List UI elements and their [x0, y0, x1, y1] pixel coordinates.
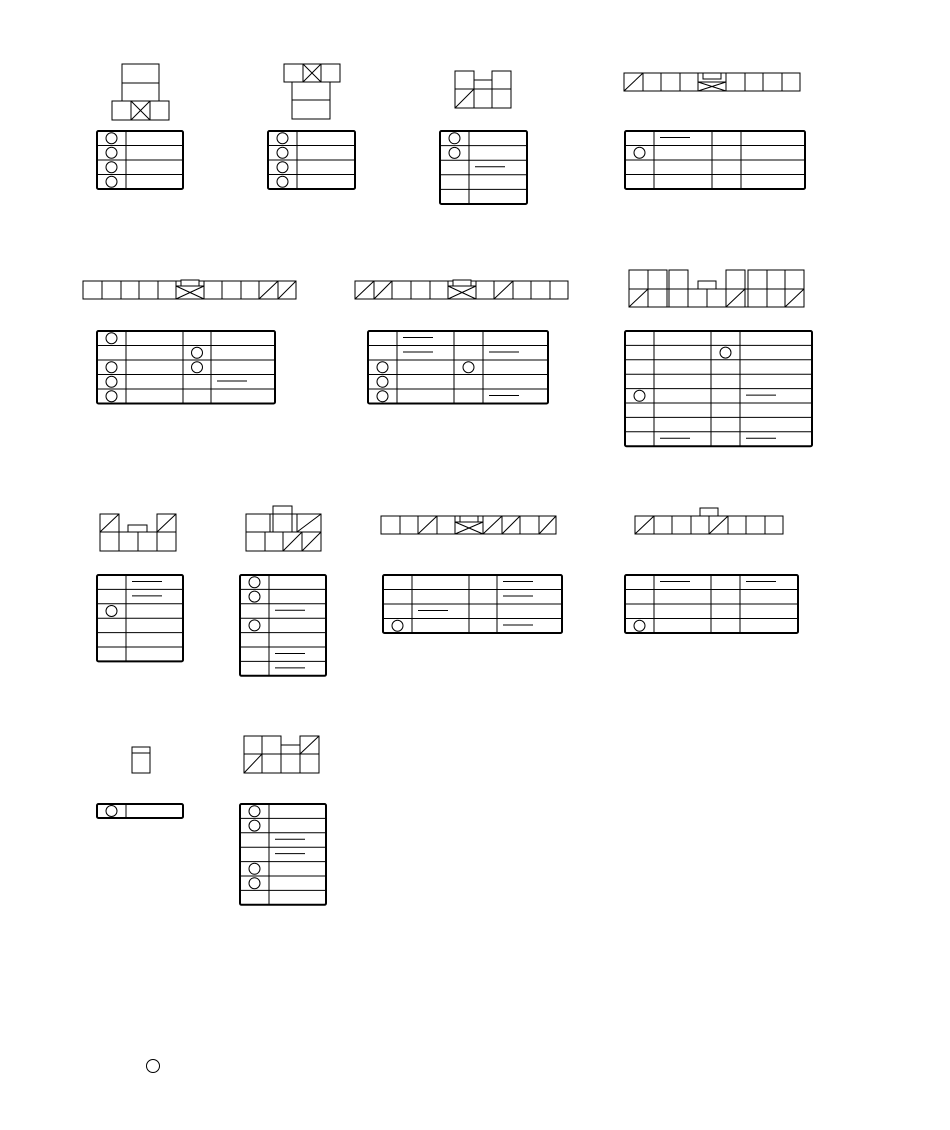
connector-8 [97, 514, 183, 661]
pin-circle-icon [192, 362, 203, 373]
connector-2 [268, 64, 355, 189]
pin-circle-icon [249, 620, 260, 631]
small-u-connector-with-slash-icon [244, 736, 319, 773]
legend-border [240, 575, 326, 676]
pin-circle-icon [463, 362, 474, 373]
pin-circle-icon [277, 176, 288, 187]
circle-legend-icon [147, 1060, 160, 1073]
pin-circle-icon [449, 147, 460, 158]
connector-10 [381, 516, 562, 633]
connector-6 [355, 280, 568, 404]
connector-12 [97, 747, 183, 818]
pin-circle-icon [106, 176, 117, 187]
pin-legend-table [97, 575, 183, 661]
pin-circle-icon [106, 376, 117, 387]
legend-border [440, 131, 527, 204]
pin-legend-table [240, 804, 326, 905]
pin-circle-icon [377, 362, 388, 373]
connector-1 [97, 64, 183, 189]
pin-circle-icon [249, 806, 260, 817]
connector-3 [440, 71, 527, 204]
connector-9 [240, 506, 326, 676]
pin-circle-icon [249, 591, 260, 602]
pin-circle-icon [106, 333, 117, 344]
pin-legend-table [440, 131, 527, 204]
pin-circle-icon [720, 347, 731, 358]
wide-connector-8-pin-icon [381, 516, 556, 534]
pin-circle-icon [106, 806, 117, 817]
wide-connector-10-pin-icon [355, 280, 568, 299]
connector-13 [240, 736, 326, 905]
pin-legend-table [625, 131, 805, 189]
pin-circle-icon [634, 147, 645, 158]
inverted-stacked-connector-with-x-icon [284, 64, 340, 119]
connector-7 [625, 270, 812, 446]
u-shaped-connector-icon [455, 71, 511, 108]
pin-circle-icon [106, 133, 117, 144]
pin-circle-icon [377, 376, 388, 387]
stacked-connector-with-x-icon [112, 64, 169, 120]
pin-circle-icon [106, 606, 117, 617]
pin-circle-icon [249, 863, 260, 874]
legend-border [240, 804, 326, 905]
pin-circle-icon [106, 147, 117, 158]
small-u-connector-with-tab-icon [246, 506, 321, 551]
legend-border [368, 331, 548, 404]
pin-legend-table [625, 575, 798, 633]
pin-circle-icon [634, 390, 645, 401]
pin-circle-icon [106, 162, 117, 173]
pin-circle-icon [277, 133, 288, 144]
pin-circle-icon [449, 133, 460, 144]
pin-circle-icon [377, 391, 388, 402]
pin-circle-icon [249, 577, 260, 588]
small-u-connector-icon [100, 514, 176, 551]
pin-legend-table [625, 331, 812, 446]
connector-5 [83, 280, 296, 404]
pin-circle-icon [192, 347, 203, 358]
wide-connector-8-pin-with-tab-icon [635, 508, 783, 534]
connector-11 [625, 508, 798, 633]
pin-legend-table [383, 575, 562, 633]
pin-legend-table [97, 131, 183, 189]
pin-legend-table [268, 131, 355, 189]
pin-circle-icon [106, 362, 117, 373]
pin-legend-table [97, 804, 183, 818]
pin-circle-icon [249, 878, 260, 889]
pin-legend-table [240, 575, 326, 676]
wide-connector-with-center-key-icon [624, 73, 800, 91]
pin-circle-icon [277, 162, 288, 173]
wide-connector-10-pin-icon [83, 280, 296, 299]
two-row-connector-icon [629, 270, 804, 307]
pin-circle-icon [634, 620, 645, 631]
pin-circle-icon [277, 147, 288, 158]
pin-circle-icon [392, 620, 403, 631]
legend-border [97, 331, 275, 404]
pin-circle-icon [249, 820, 260, 831]
pin-legend-table [368, 331, 548, 404]
pin-circle-icon [106, 391, 117, 402]
pin-legend-table [97, 331, 275, 404]
single-pin-connector-icon [132, 747, 150, 773]
connector-4 [624, 73, 805, 189]
